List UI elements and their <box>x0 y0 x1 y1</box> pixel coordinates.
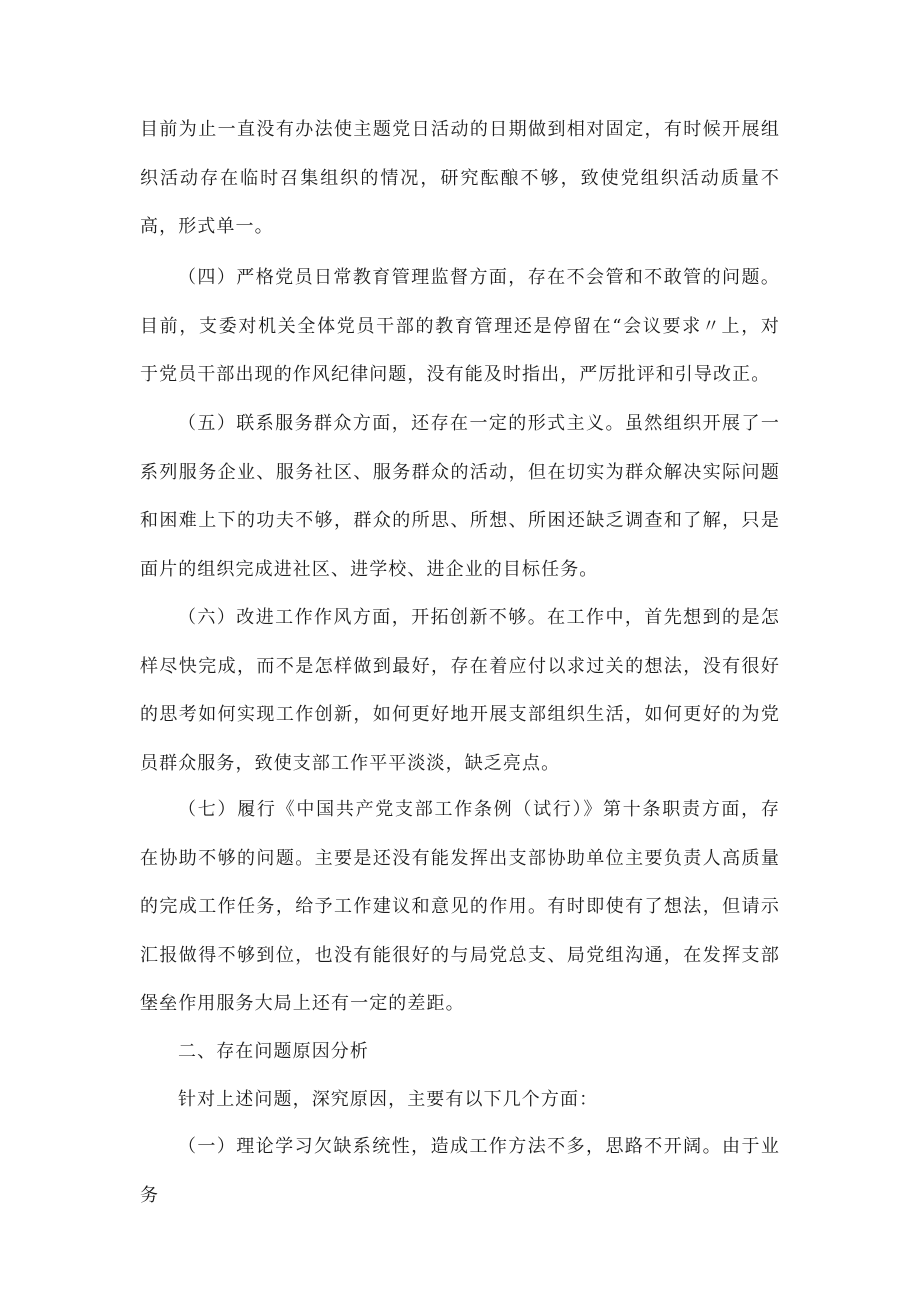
paragraph-item-6: （六）改进工作作风方面，开拓创新不够。在工作中，首先想到的是怎样尽快完成，而不是怎样做到最好，存在着应付以求过关的想法，没有很好的思考如何实现工作创新，如何更好地开展支部组织生活，如何更好的为党员群众服务，致使支部工作平平淡淡，缺乏亮点。 <box>140 607 780 774</box>
paragraph-continuation: 目前为止一直没有办法使主题党日活动的日期做到相对固定，有时候开展组织活动存在临时召集组织的情况，研究酝酿不够，致使党组织活动质量不高，形式单一。 <box>140 119 780 237</box>
paragraph-intro: 针对上述问题，深究原因，主要有以下几个方面： <box>178 1089 599 1110</box>
section-heading-cause-analysis: 二、存在问题原因分析 <box>178 1041 369 1062</box>
paragraph-item-7: （七）履行《中国共产党支部工作条例（试行）》第十条职责方面，存在协助不够的问题。主要是还没有能发挥出支部协助单位主要负责人高质量的完成工作任务，给予工作建议和意见的作用。有时即使有了想法，但请示汇报做得不够到位，也没有能很好的与局党总支、局党组沟通，在发挥支部堡垒作用服务大局上还有一定的差距。 <box>140 799 780 1014</box>
paragraph-item-4: （四）严格党员日常教育管理监督方面，存在不会管和不敢管的问题。目前，支委对机关全体党员干部的教育管理还是停留在“会议要求〃上，对于党员干部出现的作风纪律问题，没有能及时指出，严厉批评和引导改正。 <box>140 267 780 385</box>
paragraph-cause-1: （一）理论学习欠缺系统性，造成工作方法不多，思路不开阔。由于业务 <box>140 1136 780 1206</box>
paragraph-item-5: （五）联系服务群众方面，还存在一定的形式主义。虽然组织开展了一系列服务企业、服务社区、服务群众的活动，但在切实为群众解决实际问题和困难上下的功夫不够，群众的所思、所想、所困还缺乏调查和了解，只是面片的组织完成进社区、进学校、进企业的目标任务。 <box>140 413 780 580</box>
